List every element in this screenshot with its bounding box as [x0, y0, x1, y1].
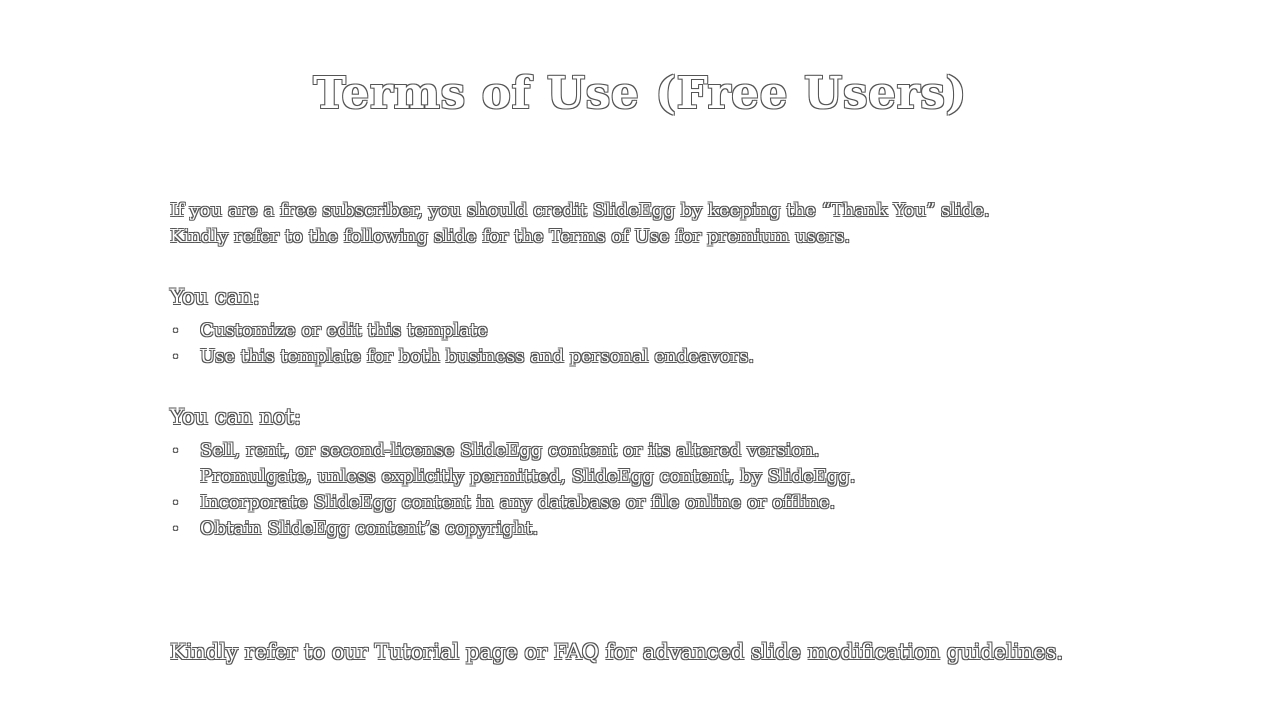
slide-title: Terms of Use (Free Users)	[313, 68, 967, 119]
bullet-icon: •	[172, 350, 180, 364]
bullet-icon: •	[172, 496, 180, 510]
list-item	[170, 438, 1130, 464]
intro-line-2: Kindly refer to the following slide for the Terms of Use for premium users.	[170, 226, 851, 247]
terms-content	[170, 198, 1130, 542]
footer-note: Kindly refer to our Tutorial page or FAQ for advanced slide modification guidelines.	[170, 640, 1064, 664]
list-item-text: Customize or edit this template	[200, 320, 488, 341]
list-item	[170, 318, 1130, 344]
you-can-not-heading: You can not:	[170, 405, 302, 429]
list-item	[170, 490, 1130, 516]
list-item	[170, 516, 1130, 542]
bullet-icon: •	[172, 522, 180, 536]
list-item-text: Obtain SlideEgg content’s copyright.	[200, 518, 539, 539]
intro-text	[170, 198, 1130, 250]
list-item-text: Promulgate, unless explicitly permitted, SlideEgg content, by SlideEgg.	[200, 466, 856, 487]
list-item	[170, 464, 1130, 490]
bullet-icon: •	[172, 444, 180, 458]
you-can-not-list	[170, 438, 1130, 542]
you-can-list	[170, 318, 1130, 370]
bullet-icon: •	[172, 324, 180, 338]
intro-line-1: If you are a free subscriber, you should credit SlideEgg by keeping the “Thank You” slide.	[170, 200, 990, 221]
list-item-text: Incorporate SlideEgg content in any database or file online or offline.	[200, 492, 836, 513]
list-item-text: Sell, rent, or second-license SlideEgg content or its altered version.	[200, 440, 820, 461]
list-item	[170, 344, 1130, 370]
you-can-heading: You can:	[170, 285, 260, 309]
list-item-text: Use this template for both business and personal endeavors.	[200, 346, 755, 367]
